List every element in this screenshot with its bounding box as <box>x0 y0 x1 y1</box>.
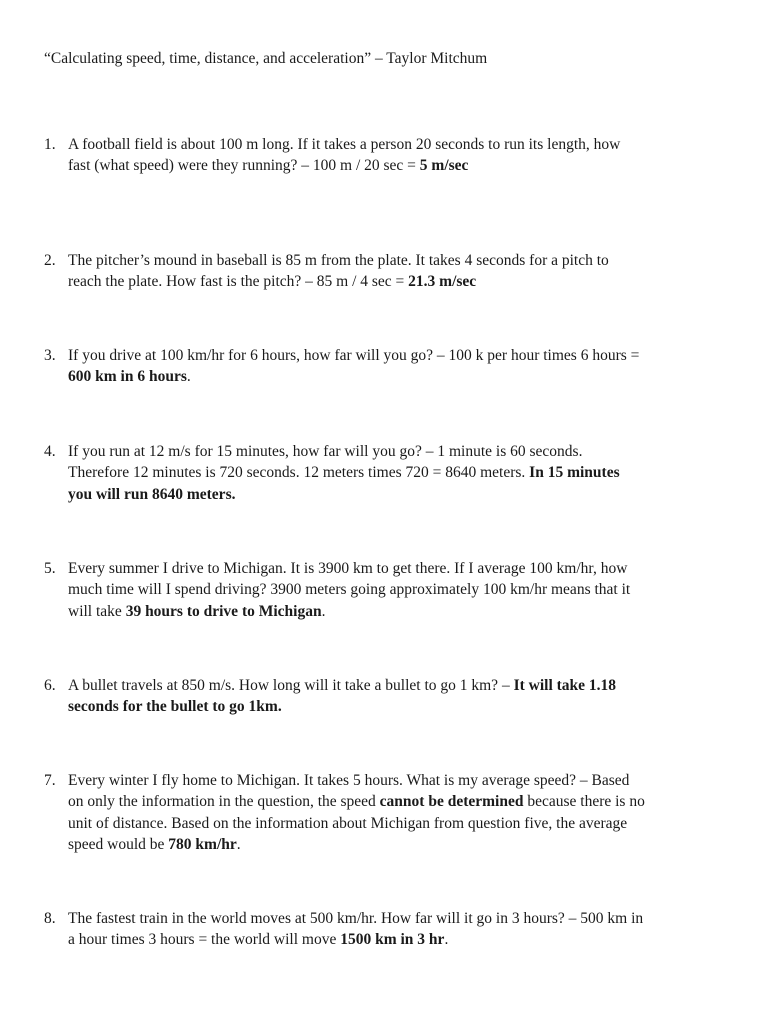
question-number: 6. <box>44 677 56 694</box>
question-line: a hour times 3 hours = the world will move <box>68 931 341 949</box>
question-text <box>68 675 734 718</box>
question-line: fast (what speed) were they running? – 100 m / 20 sec = <box>68 157 420 175</box>
question-line: will take <box>68 602 126 620</box>
question-line-tail: . <box>186 368 191 386</box>
question-number: 1. <box>44 136 56 153</box>
question-line: A football field is about 100 m long. If it takes a person 20 seconds to run its length, how <box>68 136 621 153</box>
question-number: 8. <box>44 910 56 927</box>
question-number: 2. <box>44 252 56 269</box>
answer-bold: you will run 8640 meters. <box>68 485 236 503</box>
question-1 <box>44 134 734 177</box>
question-line: If you run at 12 m/s for 15 minutes, how far will you go? – 1 minute is 60 seconds. <box>68 443 583 460</box>
question-text <box>68 441 734 505</box>
question-7 <box>44 770 734 855</box>
answer-bold: It will take 1.18 <box>513 677 617 694</box>
question-number: 5. <box>44 560 56 577</box>
answer-bold: 600 km in 6 hours <box>68 368 187 386</box>
question-line: reach the plate. How fast is the pitch? – 85 m / 4 sec = <box>68 273 409 291</box>
question-text <box>68 134 734 177</box>
question-3 <box>44 345 734 388</box>
question-text <box>68 908 734 951</box>
question-line: speed would be <box>68 835 169 853</box>
answer-bold: 39 hours to drive to Michigan <box>125 602 322 620</box>
question-text <box>68 345 734 388</box>
question-line: on only the information in the question, the speed <box>68 793 380 811</box>
question-number: 7. <box>44 772 56 789</box>
question-number: 4. <box>44 443 56 460</box>
question-line: Every winter I fly home to Michigan. It takes 5 hours. What is my average speed? – Based <box>68 772 630 789</box>
question-line: A bullet travels at 850 m/s. How long will it take a bullet to go 1 km? – <box>68 677 514 694</box>
answer-bold: seconds for the bullet to go 1km. <box>68 698 282 716</box>
question-line: If you drive at 100 km/hr for 6 hours, how far will you go? – 100 k per hour times 6 hours = <box>68 347 640 364</box>
question-number: 3. <box>44 347 56 364</box>
question-4 <box>44 441 734 505</box>
answer-bold: 780 km/hr <box>168 835 237 853</box>
answer-bold: 5 m/sec <box>419 157 469 175</box>
question-line: The fastest train in the world moves at 500 km/hr. How far will it go in 3 hours? – 500 km in <box>68 910 644 927</box>
question-text <box>68 250 734 293</box>
question-2 <box>44 250 734 293</box>
question-line: Every summer I drive to Michigan. It is 3900 km to get there. If I average 100 km/hr, how <box>68 560 628 577</box>
document-title: “Calculating speed, time, distance, and acceleration” – Taylor Mitchum <box>44 50 488 67</box>
question-text <box>68 770 734 855</box>
question-line: unit of distance. Based on the information about Michigan from question five, the average <box>68 814 628 832</box>
answer-bold: 1500 km in 3 hr <box>340 931 445 949</box>
question-8 <box>44 908 734 951</box>
question-6 <box>44 675 734 718</box>
question-line: because there is no <box>523 793 645 811</box>
answer-bold: In 15 minutes <box>529 464 620 482</box>
answer-bold: cannot be determined <box>379 793 524 811</box>
question-5 <box>44 558 734 622</box>
question-line: much time will I spend driving? 3900 meters going approximately 100 km/hr means that it <box>68 581 631 599</box>
question-line-tail: . <box>444 931 449 949</box>
question-text <box>68 558 734 622</box>
question-line-tail: . <box>236 835 241 853</box>
question-line: The pitcher’s mound in baseball is 85 m from the plate. It takes 4 seconds for a pitch to <box>68 252 609 269</box>
answer-bold: 21.3 m/sec <box>408 273 477 291</box>
question-line: Therefore 12 minutes is 720 seconds. 12 meters times 720 = 8640 meters. <box>68 464 530 482</box>
question-line-tail: . <box>321 602 326 620</box>
